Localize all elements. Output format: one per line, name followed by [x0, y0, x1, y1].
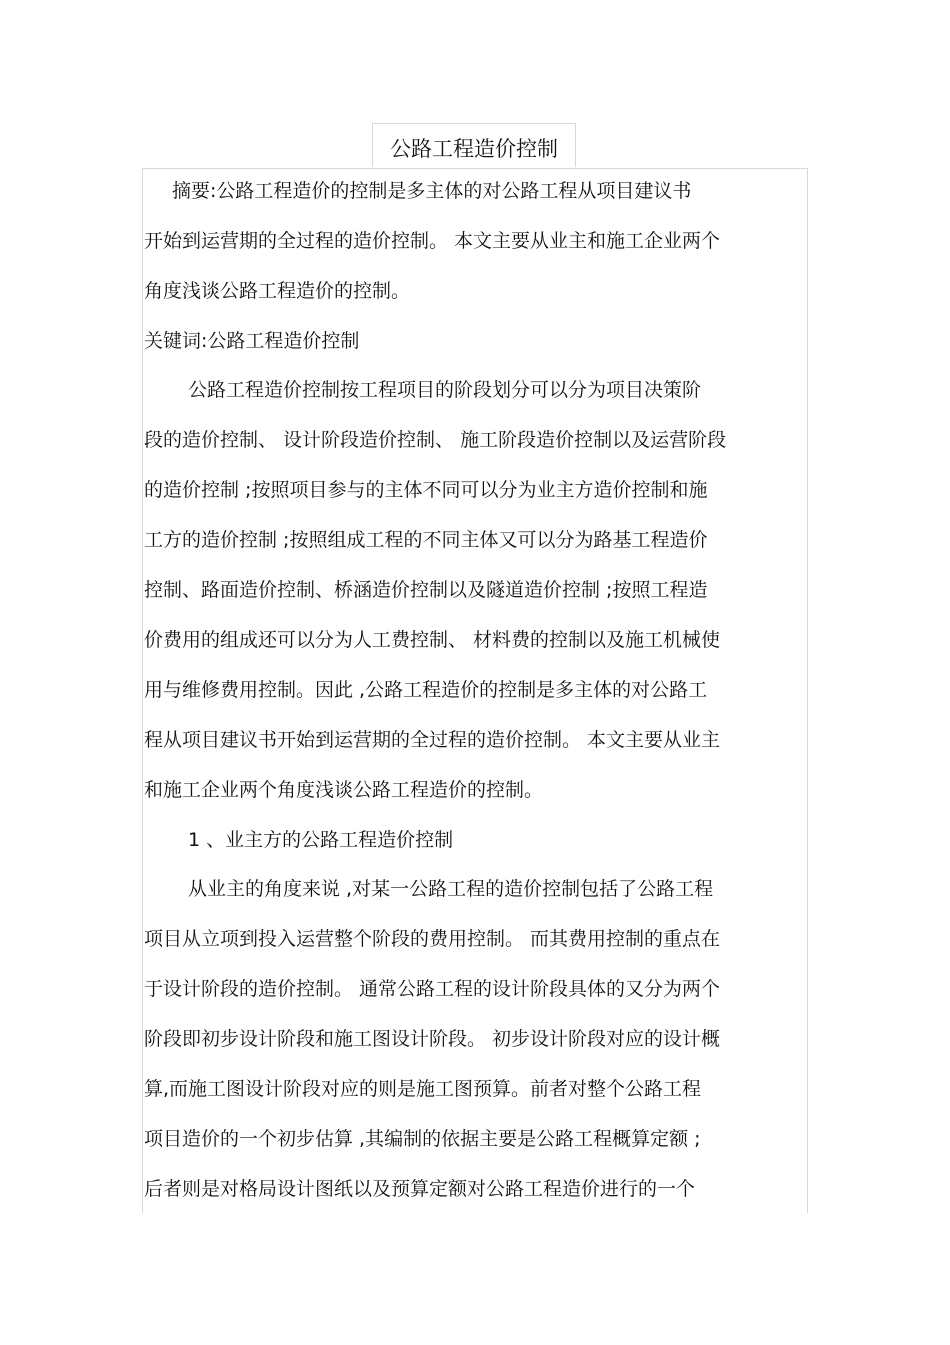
keywords-line: 关键词:公路工程造价控制 — [144, 330, 360, 352]
paragraph-line: 控制、路面造价控制、桥涵造价控制以及隧道造价控制 ;按照工程造 — [144, 579, 708, 601]
paragraph-line: 程从项目建议书开始到运营期的全过程的造价控制。 本文主要从业主 — [144, 729, 721, 751]
abstract-line-3: 角度浅谈公路工程造价的控制。 — [144, 280, 411, 302]
paragraph-line: 项目造价的一个初步估算 ,其编制的依据主要是公路工程概算定额 ; — [144, 1128, 701, 1150]
paragraph-line: 于设计阶段的造价控制。 通常公路工程的设计阶段具体的又分为两个 — [144, 978, 721, 1000]
title-box — [372, 123, 576, 167]
paragraph-line: 的造价控制 ;按照项目参与的主体不同可以分为业主方造价控制和施 — [144, 479, 708, 501]
paragraph-line: 段的造价控制、 设计阶段造价控制、 施工阶段造价控制以及运营阶段 — [144, 429, 727, 451]
paragraph-line: 价费用的组成还可以分为人工费控制、 材料费的控制以及施工机械使 — [144, 629, 721, 651]
paragraph-line: 算,而施工图设计阶段对应的则是施工图预算。前者对整个公路工程 — [144, 1078, 702, 1100]
paragraph-line: 后者则是对格局设计图纸以及预算定额对公路工程造价进行的一个 — [144, 1178, 696, 1200]
document-title: 公路工程造价控制 — [390, 137, 558, 161]
paragraph-line: 工方的造价控制 ;按照组成工程的不同主体又可以分为路基工程造价 — [144, 529, 708, 551]
paragraph-line: 项目从立项到投入运营整个阶段的费用控制。 而其费用控制的重点在 — [144, 928, 721, 950]
abstract-line-2: 开始到运营期的全过程的造价控制。 本文主要从业主和施工企业两个 — [144, 230, 721, 252]
paragraph-line: 用与维修费用控制。因此 ,公路工程造价的控制是多主体的对公路工 — [144, 679, 708, 701]
section-heading: 1 、业主方的公路工程造价控制 — [188, 829, 454, 851]
paragraph-line: 从业主的角度来说 ,对某一公路工程的造价控制包括了公路工程 — [188, 878, 714, 900]
abstract-line-1: 摘要:公路工程造价的控制是多主体的对公路工程从项目建议书 — [172, 180, 692, 202]
paragraph-line: 公路工程造价控制按工程项目的阶段划分可以分为项目决策阶 — [188, 379, 702, 401]
paragraph-line: 阶段即初步设计阶段和施工图设计阶段。 初步设计阶段对应的设计概 — [144, 1028, 721, 1050]
paragraph-line: 和施工企业两个角度浅谈公路工程造价的控制。 — [144, 779, 544, 801]
